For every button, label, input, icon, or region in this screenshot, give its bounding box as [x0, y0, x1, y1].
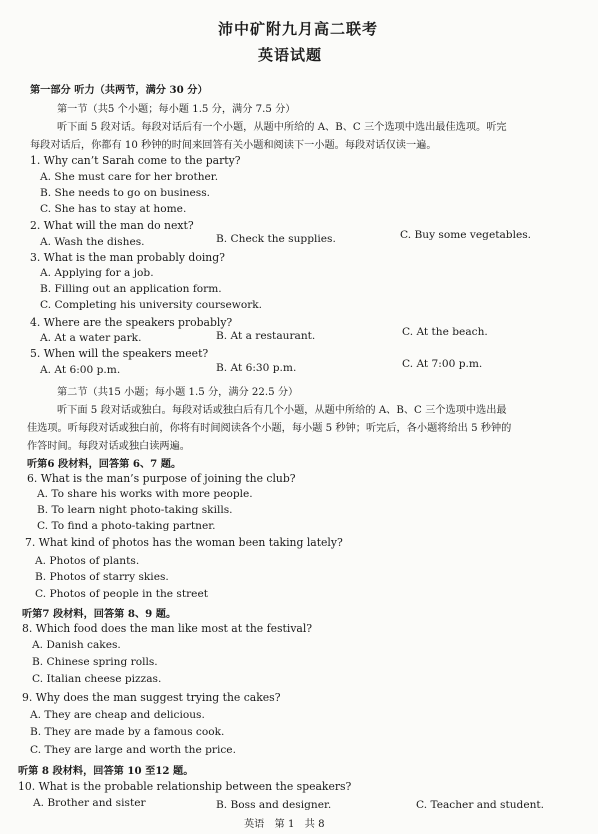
exam-title: 沛中矿附九月高二联考: [218, 20, 379, 38]
page-footer: 英语 第 1 共 8: [244, 819, 325, 830]
question-5-stem: 5. When will the speakers meet?: [30, 347, 209, 360]
question-6-stem: 6. What is the man’s purpose of joining the club?: [27, 472, 296, 485]
question-5-option-b: B. At 6:30 p.m.: [216, 362, 297, 374]
question-7-option-b: B. Photos of starry skies.: [35, 571, 169, 583]
question-7-option-a: A. Photos of plants.: [35, 555, 140, 567]
question-8-option-b: B. Chinese spring rolls.: [32, 656, 158, 668]
question-4-stem: 4. Where are the speakers probably?: [30, 316, 233, 329]
question-2-stem: 2. What will the man do next?: [30, 219, 194, 232]
section1-heading: 第一节（共5 个小题；每小题 1.5 分，满分 7.5 分）: [57, 104, 296, 115]
material-7-heading: 听第7 段材料，回答第 8、9 题。: [22, 608, 177, 620]
question-6-option-c: C. To find a photo-taking partner.: [37, 520, 216, 532]
question-3-option-b: B. Filling out an application form.: [40, 283, 222, 295]
section2-heading: 第二节（共15 小题；每小题 1.5 分，满分 22.5 分）: [57, 387, 299, 398]
question-4-option-c: C. At the beach.: [402, 326, 488, 338]
exam-subtitle: 英语试题: [258, 46, 323, 64]
material-6-heading: 听第6 段材料，回答第 6、7 题。: [27, 458, 182, 470]
question-2-option-b: B. Check the supplies.: [216, 233, 336, 245]
question-6-option-b: B. To learn night photo-taking skills.: [37, 504, 233, 516]
question-2-option-a: A. Wash the dishes.: [40, 236, 145, 248]
section2-instruction-line2: 佳选项。听每段对话或独白前，你将有时间阅读各个小题，每小题 5 秒钟；听完后，各小题将给出 5 秒钟的: [27, 423, 512, 434]
question-5-option-a: A. At 6:00 p.m.: [40, 364, 121, 376]
question-10-option-c: C. Teacher and student.: [416, 799, 545, 811]
question-8-option-c: C. Italian cheese pizzas.: [32, 673, 162, 685]
question-1-option-c: C. She has to stay at home.: [40, 203, 187, 215]
question-7-stem: 7. What kind of photos has the woman been taking lately?: [25, 536, 343, 549]
section2-instruction-line1: 听下面 5 段对话或独白。每段对话或独白后有几个小题，从题中所给的 A、B、C 三个选项中选出最: [57, 405, 507, 416]
question-4-option-b: B. At a restaurant.: [216, 330, 316, 342]
question-9-option-b: B. They are made by a famous cook.: [30, 726, 225, 738]
question-1-option-a: A. She must care for her brother.: [40, 171, 219, 183]
question-9-stem: 9. Why does the man suggest trying the cakes?: [22, 691, 281, 704]
part1-heading: 第一部分 听力（共两节，满分 30 分）: [30, 84, 208, 96]
question-10-option-b: B. Boss and designer.: [216, 799, 332, 811]
question-7-option-c: C. Photos of people in the street: [35, 588, 208, 600]
question-10-stem: 10. What is the probable relationship between the speakers?: [18, 780, 352, 793]
question-6-option-a: A. To share his works with more people.: [37, 488, 253, 500]
question-3-option-c: C. Completing his university coursework.: [40, 299, 263, 311]
question-8-option-a: A. Danish cakes.: [32, 639, 121, 651]
question-9-option-c: C. They are large and worth the price.: [30, 744, 236, 756]
question-3-option-a: A. Applying for a job.: [40, 267, 154, 279]
question-9-option-a: A. They are cheap and delicious.: [30, 709, 205, 721]
question-3-stem: 3. What is the man probably doing?: [30, 251, 225, 264]
question-2-option-c: C. Buy some vegetables.: [400, 229, 532, 241]
question-4-option-a: A. At a water park.: [40, 332, 142, 344]
question-1-option-b: B. She needs to go on business.: [40, 187, 211, 199]
material-8-heading: 听第 8 段材料，回答第 10 至12 题。: [18, 765, 194, 777]
section1-instruction-line1: 听下面 5 段对话。每段对话后有一个小题，从题中所给的 A、B、C 三个选项中选出最佳选项。听完: [57, 122, 507, 133]
section2-instruction-line3: 作答时间。每段对话或独白读两遍。: [27, 441, 190, 452]
question-5-option-c: C. At 7:00 p.m.: [402, 358, 483, 370]
section1-instruction-line2: 每段对话后，你都有 10 秒钟的时间来回答有关小题和阅读下一小题。每段对话仅读一遍。: [30, 140, 437, 151]
question-8-stem: 8. Which food does the man like most at the festival?: [22, 622, 313, 635]
question-1-stem: 1. Why can’t Sarah come to the party?: [30, 154, 241, 167]
question-10-option-a: A. Brother and sister: [33, 797, 146, 809]
